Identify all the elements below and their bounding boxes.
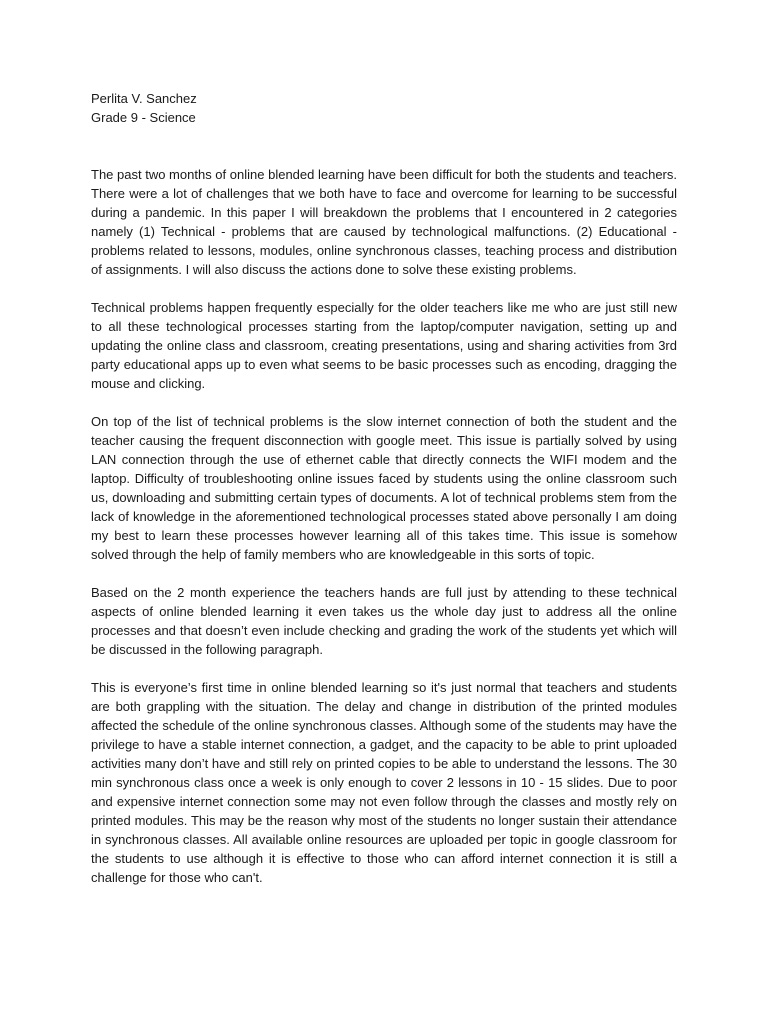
author-name: Perlita V. Sanchez: [91, 91, 197, 106]
paragraph-teacher-workload: Based on the 2 month experience the teachers hands are full just by attending to these technical aspects of online blended learning it even takes us the whole day just to address all the online processes and that doesn’t even include checking and grading the work of the students yet which will be discussed in the following paragraph.: [91, 585, 677, 657]
document-header: [91, 89, 677, 127]
document-page: [91, 89, 677, 906]
paragraph-technical-problems: Technical problems happen frequently especially for the older teachers like me who are just still new to all these technological processes starting from the laptop/computer navigation, setting up and updating the online class and classroom, creating presentations, using and sharing activities from 3rd party educational apps up to even what seems to be basic processes such as encoding, dragging the mouse and clicking.: [91, 300, 677, 391]
grade-subject: Grade 9 - Science: [91, 110, 196, 125]
paragraph-internet-connection: On top of the list of technical problems is the slow internet connection of both the student and the teacher causing the frequent disconnection with google meet. This issue is partially solved by using LAN connection through the use of ethernet cable that directly connects the WIFI modem and the laptop. Difficulty of troubleshooting online issues faced by students using the online classroom such us, downloading and submitting certain types of documents. A lot of technical problems stem from the lack of knowledge in the aforementioned technological processes stated above personally I am doing my best to learn these processes however learning all of this takes time. This issue is somehow solved through the help of family members who are knowledgeable in this sorts of topic.: [91, 414, 677, 562]
paragraph-educational-problems: This is everyone’s first time in online blended learning so it's just normal that teachers and students are both grappling with the situation. The delay and change in distribution of the printed modules affected the schedule of the online synchronous classes. Although some of the students may have the privilege to have a stable internet connection, a gadget, and the capacity to be able to print uploaded activities many don’t have and still rely on printed copies to be able to understand the lessons. The 30 min synchronous class once a week is only enough to cover 2 lessons in 10 - 15 slides. Due to poor and expensive internet connection some may not even follow through the classes and mostly rely on printed modules. This may be the reason why most of the students no longer sustain their attendance in synchronous classes. All available online resources are uploaded per topic in google classroom for the students to use although it is effective to those who can afford internet connection it is still a challenge for those who can't.: [91, 680, 677, 885]
paragraph-intro: The past two months of online blended learning have been difficult for both the students and teachers. There were a lot of challenges that we both have to face and overcome for learning to be successful during a pandemic. In this paper I will breakdown the problems that I encountered in 2 categories namely (1) Technical - problems that are caused by technological malfunctions. (2) Educational - problems related to lessons, modules, online synchronous classes, teaching process and distribution of assignments. I will also discuss the actions done to solve these existing problems.: [91, 167, 677, 277]
